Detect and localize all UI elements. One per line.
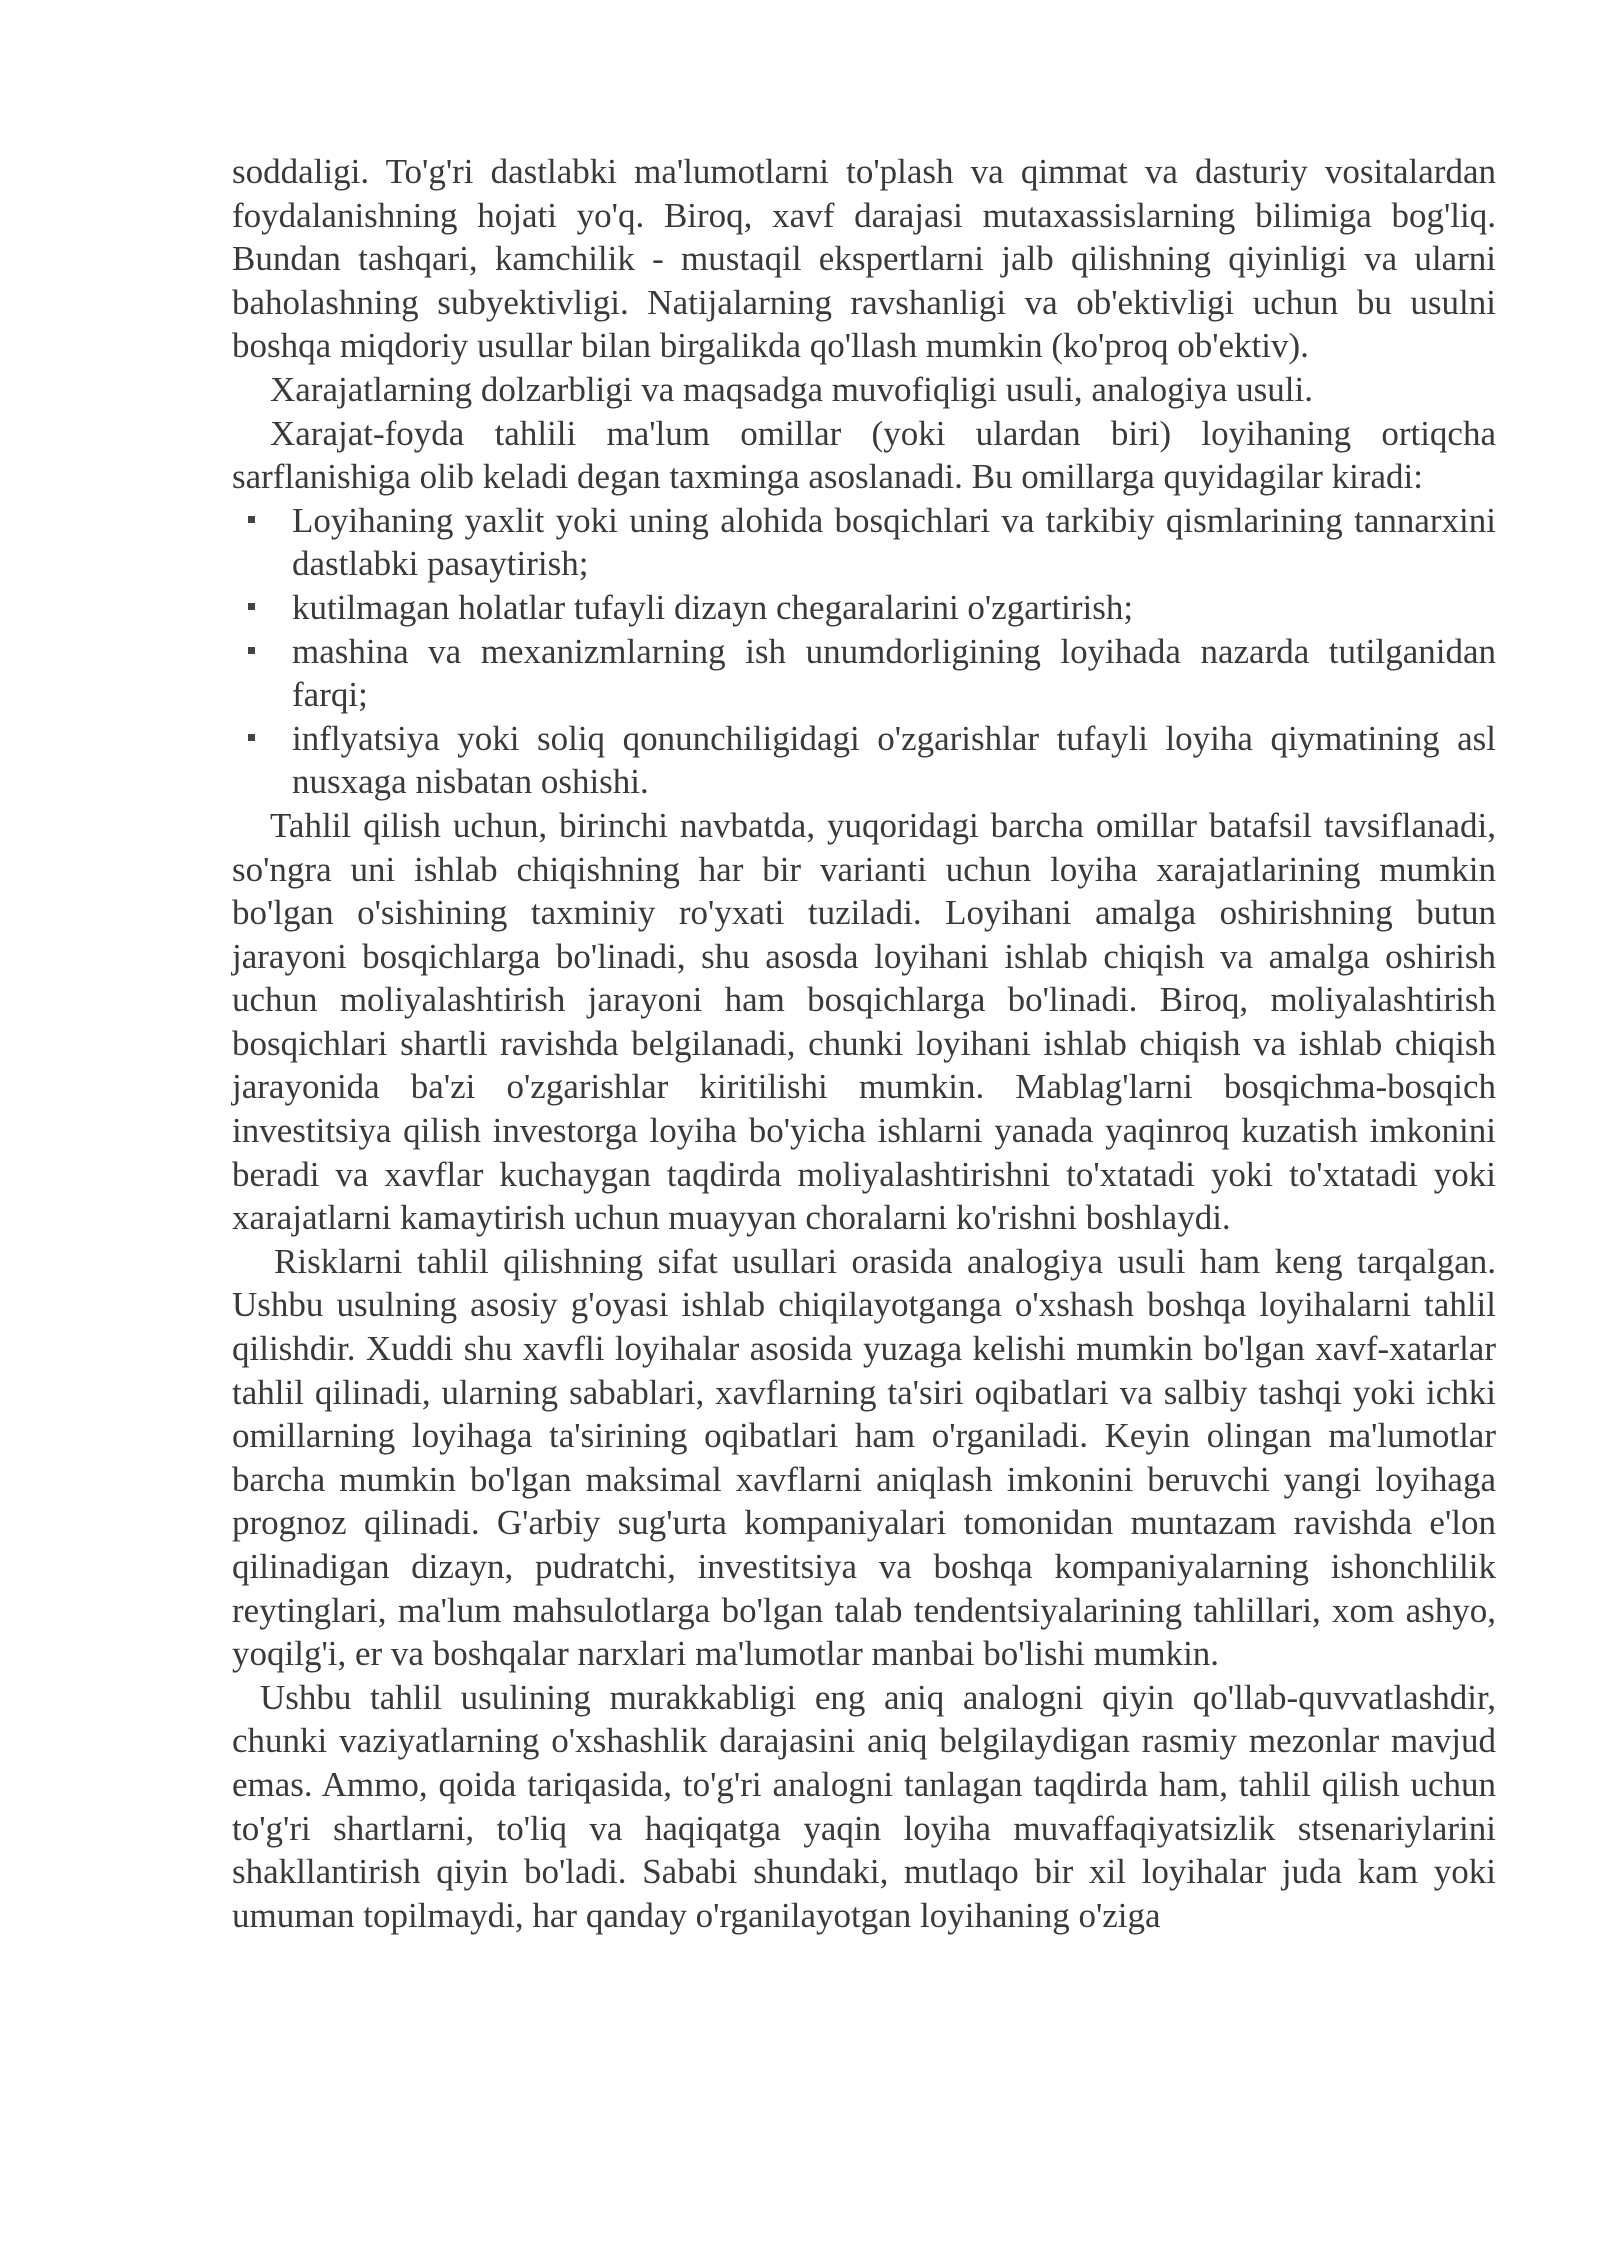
paragraph-intro: soddaligi. To'g'ri dastlabki ma'lumotlarni to'plash va qimmat va dasturiy vositalardan foydalanishning hojati yo'q. Biroq, xavf darajasi mutaxassislarning bilimiga bog'liq. Bundan tashqari, kamchilik - mustaqil ekspertlarni jalb qilishning qiyinligi va ularni baholashning subyektivligi. Natijalarning ravshanligi va ob'ektivligi uchun bu usulni boshqa miqdoriy usullar bilan birgalikda qo'llash mumkin (ko'proq ob'ektiv). xyxy=(232,152,1496,366)
list-item-text: inflyatsiya yoki soliq qonunchiligidagi o'zgarishlar tufayli loyiha qiymatining asl nusxaga nisbatan oshishi. xyxy=(292,718,1496,802)
list-item xyxy=(232,630,1496,717)
list-item-text: kutilmagan holatlar tufayli dizayn chegaralarini o'zgartirish; xyxy=(292,587,1134,627)
paragraph-analysis-steps: Tahlil qilish uchun, birinchi navbatda, yuqoridagi barcha omillar batafsil tavsiflanadi, so'ngra uni ishlab chiqishning har bir varianti uchun loyiha xarajatlarining mumkin bo'lgan o'sishining taxminiy ro'yxati tuziladi. Loyihani amalga oshirishning butun jarayoni bosqichlarga bo'linadi, shu asosda loyihani ishlab chiqish va amalga oshirish uchun moliyalashtirish jarayoni ham bosqichlarga bo'linadi. Biroq, moliyalashtirish bosqichlari shartli ravishda belgilanadi, chunki loyihani ishlab chiqish va ishlab chiqish jarayonida ba'zi o'zgarishlar kiritilishi mumkin. Mablag'larni bosqichma-bosqich investitsiya qilish investorga loyiha bo'yicha ishlarni yanada yaqinroq kuzatish imkonini beradi va xavflar kuchaygan taqdirda moliyalashtirishni to'xtatadi yoki to'xtatadi yoki xarajatlarni kamaytirish uchun muayyan choralarni ko'rishni boshlaydi. xyxy=(232,805,1496,1238)
paragraph-methods-heading: Xarajatlarning dolzarbligi va maqsadga muvofiqligi usuli, analogiya usuli. xyxy=(270,369,1313,409)
paragraph-analogy-complexity: Ushbu tahlil usulining murakkabligi eng aniq analogni qiyin qo'llab-quvvatlashdir, chunki vaziyatlarning o'xshashlik darajasini aniq belgilaydigan rasmiy mezonlar mavjud emas. Ammo, qoida tariqasida, to'g'ri analogni tanlagan taqdirda ham, tahlil qilish uchun to'g'ri shartlarni, to'liq va haqiqatga yaqin loyiha muvaffaqiyatsizlik stsenariylarini shakllantirish qiyin bo'ladi. Sababi shundaki, mutlaqo bir xil loyihalar juda kam yoki umuman topilmaydi, har qanday o'rganilayotgan loyihaning o'ziga xyxy=(232,1677,1496,1935)
square-bullet-icon xyxy=(248,647,255,654)
list-item xyxy=(232,717,1496,804)
paragraph-analogy-method: Risklarni tahlil qilishning sifat usullari orasida analogiya usuli ham keng tarqalgan. Ushbu usulning asosiy g'oyasi ishlab chiqilayotganga o'xshash boshqa loyihalarni tahlil qilishdir. Xuddi shu xavfli loyihalar asosida yuzaga kelishi mumkin bo'lgan xavf-xatarlar tahlil qilinadi, ularning sabablari, xavflarning ta'siri oqibatlari va salbiy tashqi yoki ichki omillarning loyihaga ta'sirining oqibatlari ham o'rganiladi. Keyin olingan ma'lumotlar barcha mumkin bo'lgan maksimal xavflarni aniqlash imkonini beruvchi yangi loyihaga prognoz qilinadi. G'arbiy sug'urta kompaniyalari tomonidan muntazam ravishda e'lon qilinadigan dizayn, pudratchi, investitsiya va boshqa kompaniyalarning ishonchlilik reytinglari, ma'lum mahsulotlarga bo'lgan talab tendentsiyalarining tahlillari, xom ashyo, yoqilg'i, er va boshqalar narxlari ma'lumotlar manbai bo'lishi mumkin. xyxy=(232,1241,1496,1674)
list-item xyxy=(232,586,1496,630)
square-bullet-icon xyxy=(248,516,255,523)
list-item-text: mashina va mexanizmlarning ish unumdorligining loyihada nazarda tutilganidan farqi; xyxy=(292,631,1496,715)
square-bullet-icon xyxy=(248,734,255,741)
list-item xyxy=(232,499,1496,586)
square-bullet-icon xyxy=(248,603,255,610)
factor-list xyxy=(232,499,1496,804)
list-item-text: Loyihaning yaxlit yoki uning alohida bosqichlari va tarkibiy qismlarining tannarxini dastlabki pasaytirish; xyxy=(292,500,1496,584)
document-page xyxy=(232,150,1496,1937)
paragraph-cost-benefit: Xarajat-foyda tahlili ma'lum omillar (yoki ulardan biri) loyihaning ortiqcha sarflanishiga olib keladi degan taxminga asoslanadi. Bu omillarga quyidagilar kiradi: xyxy=(232,413,1496,497)
